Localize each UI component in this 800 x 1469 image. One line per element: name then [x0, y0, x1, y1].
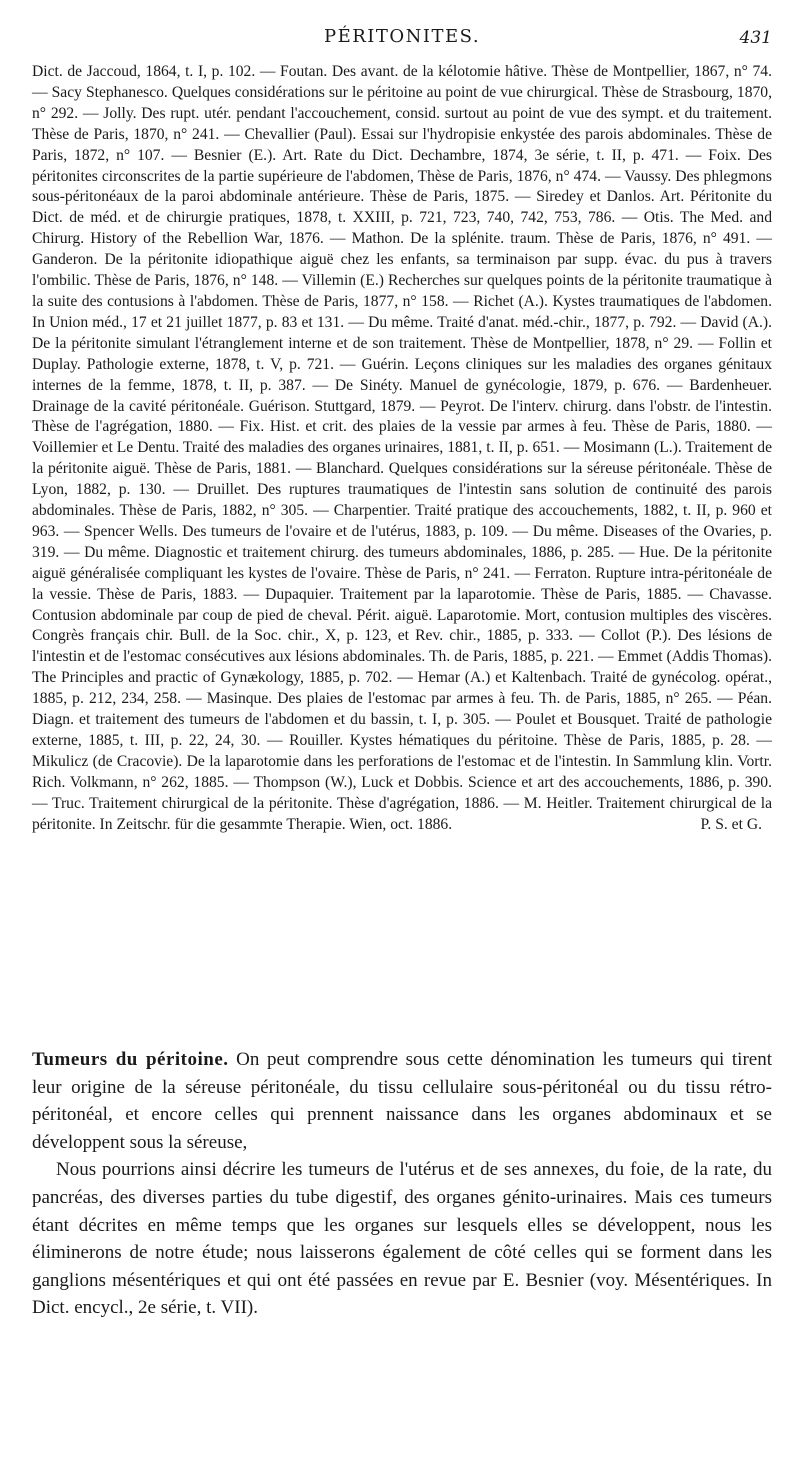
bibliography-block	[32, 62, 772, 836]
running-title: PÉRITONITES.	[323, 26, 481, 47]
section-heading: Tumeurs du péritoine.	[32, 1049, 229, 1070]
page-number: 431	[739, 28, 772, 48]
page-header	[32, 26, 772, 56]
paragraph: Nous pourrions ainsi décrire les tumeurs de l'utérus et de ses annexes, du foie, de la rate, du pancréas, des diverses parties du tube digestif, des organes génito-urinaires. Mais ces tumeurs étant décrites en même temps que les organes sur lesquels elles se développent, nous les éliminerons de notre étude; nous laisserons également de côté celles qui se forment dans les ganglions mésentériques et qui ont été passées en revue par E. Besnier (voy. Mésentériques. In Dict. encycl., 2e série, t. VII).	[32, 1159, 772, 1319]
paragraph-text: On peut comprendre sous cette dénomination les tumeurs qui tirent leur origine de la séreuse péritonéale, du tissu cellulaire sous-péritonéal ou du tissu rétro-péritonéal, et encore celles qui prennent naissance dans les organes abdominaux et se développent sous la séreuse,	[32, 1049, 772, 1153]
section-tumeurs-du-peritoine	[32, 1046, 772, 1322]
author-signature: P. S. et G.	[700, 815, 762, 833]
bibliography-text: Dict. de Jaccoud, 1864, t. I, p. 102. — Foutan. Des avant. de la kélotomie hâtive. Thèse de Montpellier, 1867, n° 74. — Sacy Stephanesco. Quelques considérations sur le péritoine au point de vue chirurgical. Thèse de Strasbourg, 1870, n° 292. — Jolly. Des rupt. utér. pendant l'accouchement, consid. surtout au point de vue des sympt. et du traitement. Thèse de Paris, 1870, n° 241. — Chevallier (Paul). Essai sur l'hydropisie enkystée des parois abdominales. Thèse de Paris, 1872, n° 107. — Besnier (E.). Art. Rate du Dict. Dechambre, 1874, 3e série, t. II, p. 471. — Foix. Des péritonites circonscrites de la partie supérieure de l'abdomen, Thèse de Paris, 1876, n° 474. — Vaussy. Des phlegmons sous-péritonéaux de la paroi abdominale antérieure. Thèse de Paris, 1875. — Siredey et Danlos. Art. Péritonite du Dict. de méd. et de chirurgie pratiques, 1878, t. XXIII, p. 721, 723, 740, 742, 753, 786. — Otis. The Med. and Chirurg. History of the Rebellion War, 1876. — Mathon. De la splénite. traum. Thèse de Paris, 1876, n° 491. — Ganderon. De la péritonite idiopathique aiguë chez les enfants, sa terminaison par supp. évac. du pus à travers l'ombilic. Thèse de Paris, 1876, n° 148. — Villemin (E.) Recherches sur quelques points de la péritonite traumatique à la suite des contusions à l'abdomen. Thèse de Paris, 1877, n° 158. — Richet (A.). Kystes traumatiques de l'abdomen. In Union méd., 17 et 21 juillet 1877, p. 83 et 131. — Du même. Traité d'anat. méd.-chir., 1877, p. 792. — David (A.). De la péritonite simulant l'étranglement interne et de son traitement. Thèse de Montpellier, 1878, n° 29. — Follin et Duplay. Pathologie externe, 1878, t. V, p. 721. — Guérin. Leçons cliniques sur les maladies des organes génitaux internes de la femme, 1878, t. II, p. 387. — De Sinéty. Manuel de gynécologie, 1879, p. 676. — Bardenheuer. Drainage de la cavité péritonéale. Guérison. Stuttgard, 1879. — Peyrot. De l'interv. chirurg. dans l'obstr. de l'intestin. Thèse de l'agrégation, 1880. — Fix. Hist. et crit. des plaies de la vessie par armes à feu. Thèse de Paris, 1880. — Voillemier et Le Dentu. Traité des maladies des organes urinaires, 1881, t. II, p. 651. — Mosimann (L.). Traitement de la péritonite aiguë. Thèse de Paris, 1881. — Blanchard. Quelques considérations sur la séreuse péritonéale. Thèse de Lyon, 1882, p. 130. — Druillet. Des ruptures traumatiques de l'intestin sans solution de continuité des parois abdominales. Thèse de Paris, 1882, n° 305. — Charpentier. Traité pratique des accouchements, 1882, t. II, p. 960 et 963. — Spencer Wells. Des tumeurs de l'ovaire et de l'utérus, 1883, p. 109. — Du même. Diseases of the Ovaries, p. 319. — Du même. Diagnostic et traitement chirurg. des tumeurs abdominales, 1886, p. 285. — Hue. De la péritonite aiguë généralisée compliquant les kystes de l'ovaire. Thèse de Paris, n° 241. — Ferraton. Rupture intra-péritonéale de la vessie. Thèse de Paris, 1883. — Dupaquier. Traitement par la laparotomie. Thèse de Paris, 1885. — Chavasse. Contusion abdominale par coup de pied de cheval. Périt. aiguë. Laparotomie. Mort, contusion multiples des viscères. Congrès français chir. Bull. de la Soc. chir., X, p. 123, et Rev. chir., 1885, p. 333. — Collot (P.). Des lésions de l'intestin et de l'estomac consécutives aux lésions abdominales. Th. de Paris, 1885, p. 221. — Emmet (Addis Thomas). The Principles and practic of Gynækology, 1885, p. 702. — Hemar (A.) et Kaltenbach. Traité de gynécolog. opérat., 1885, p. 212, 234, 258. — Masinque. Des plaies de l'estomac par armes à feu. Th. de Paris, 1885, n° 265. — Péan. Diagn. et traitement des tumeurs de l'abdomen et du bassin, t. I, p. 305. — Poulet et Bousquet. Traité de pathologie externe, 1885, t. III, p. 22, 24, 30. — Rouiller. Kystes hématiques du péritoine. Thèse de Paris, 1885, p. 28. — Mikulicz (de Cracovie). De la laparotomie dans les perforations de l'estomac et de l'intestin. In Sammlung klin. Vortr. Rich. Volkmann, n° 262, 1885. — Thompson (W.), Luck et Dobbis. Science et art des accouchements, 1886, p. 390. — Truc. Traitement chirurgical de la péritonite. Thèse d'agrégation, 1886. — M. Heitler. Traitement chirurgical de la péritonite. In Zeitschr. für die gesammte Therapie. Wien, oct. 1886.	[32, 63, 772, 833]
document-page	[32, 0, 772, 1469]
paragraph	[32, 1046, 772, 1156]
